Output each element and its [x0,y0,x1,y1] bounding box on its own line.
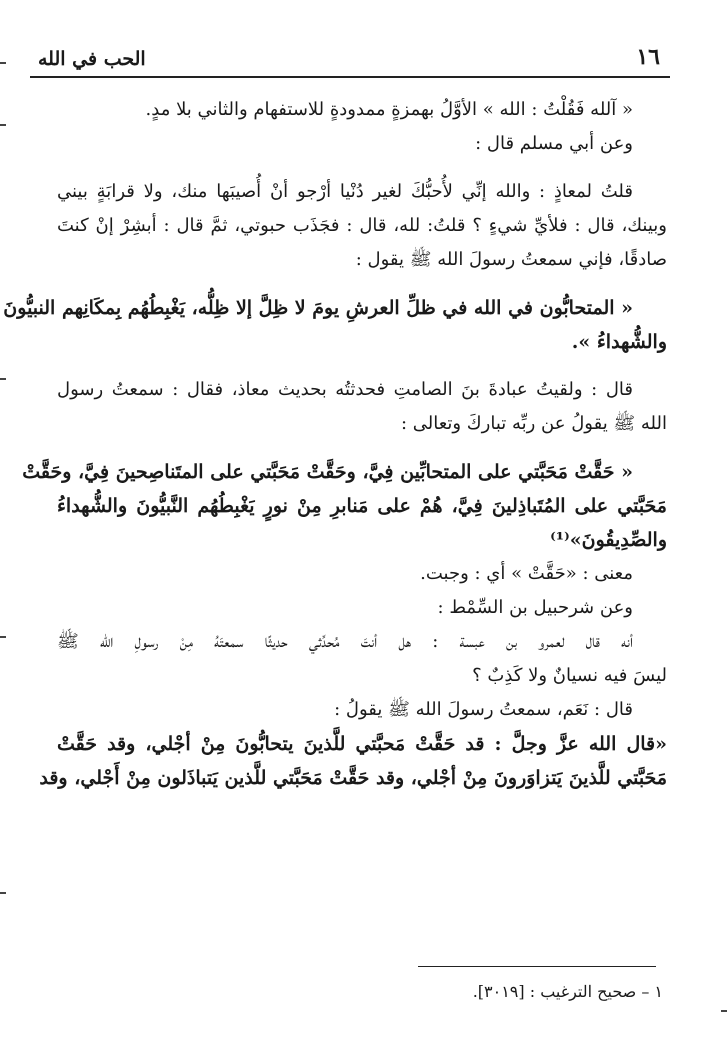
margin-mark [0,378,6,380]
hadith-line: مَحَبَّتي للَّذينَ يَتزاوَرونَ مِنْ أجْلي، وقد حَقَّتْ مَحَبَّتي للَّذين يَتباذَلون مِنْ أَجْلي، وقد [39,767,667,789]
text-line: أنه قال لعمرو بن عبسة : هل أنتَ مُحدِّثي حديثًا سمعتَهُ مِنْ رسولِ الله ﷺ [57,631,633,652]
text-line: ليسَ فيه نسيانٌ ولا كَذِبٌ ؟ [472,665,667,686]
running-title: الحب في الله [38,48,146,70]
hadith-line: مَحَبَّتي على المُتَباذِلينَ فِيَّ، هُمْ على مَنابرِ مِنْ نورٍ يَغْبِطُهُم النَّبيُّونَ والشُّهداءُ [57,495,667,517]
text-line: قال : ولقيتُ عبادةَ بنَ الصامتِ فحدثتُه بحديث معاذ، فقال : سمعتُ رسول [57,379,633,400]
footnote: ١ – صحيح الترغيب : [٣٠١٩]. [472,982,663,1001]
hadith-line: « المتحابُّون في الله في ظلِّ العرشِ يومَ لا ظِلَّ إلا ظِلُّه، يَغْبِطُهُم بِمكَانِهم النبيُّونَ [3,297,633,319]
text-line: « آلله فَقُلْتُ : الله » الأوَّلُ بهمزةٍ ممدودةٍ للاستفهام والثاني بلا مدٍ. [145,99,633,120]
footnote-separator [418,966,656,967]
text-line: معنى : «حَقَّتْ » أي : وجبت. [420,563,633,584]
hadith-line: « حَقَّتْ مَحَبَّتي على المتحابِّين فِيَّ، وحَقَّتْ مَحَبَّتي على المتَناصِحينَ فِيَّ، وحَقَّتْ [22,461,633,483]
text-line: قلتُ لمعاذٍ : والله إنِّي لأُحبُّكَ لغير دُنْيا أرْجو أنْ أُصيبَها منك، ولا قرابَةٍ بيني [57,181,633,202]
page-number: ١٦ [636,44,660,70]
hadith-line: «قال الله عزَّ وجلَّ : قد حَقَّتْ مَحبَّتي للَّذينَ يتحابُّونَ مِنْ أجْلي، وقد حَقَّتْ [57,733,667,755]
text-line: وعن أبي مسلم قال : [475,133,633,154]
text-line: الله ﷺ يقولُ عن ربِّه تباركَ وتعالى : [400,413,667,434]
margin-mark [0,636,6,638]
main-text [3,96,667,798]
hadith-line: والصِّدِيقُونَ»⁽¹⁾ [550,529,667,551]
margin-mark [721,1010,727,1012]
page-header [30,42,670,78]
text-line: صادقًا، فإني سمعتُ رسولَ الله ﷺ يقول : [355,249,667,270]
text-line: وبينك، قال : فلأيِّ شيءٍ ؟ قلتُ: لله، قال : فجَذَب حبوتي، ثمَّ قال : أبشِرْ إنْ كنتَ [57,215,667,236]
margin-mark [0,892,6,894]
hadith-line: والشُّهداءُ ». [571,331,667,353]
text-line: قال : نَعَم، سمعتُ رسولَ الله ﷺ يقولُ : [334,699,633,720]
margin-mark [0,124,6,126]
text-line: وعن شرحبيل بن السِّمْط : [437,597,633,618]
margin-mark [0,62,6,64]
